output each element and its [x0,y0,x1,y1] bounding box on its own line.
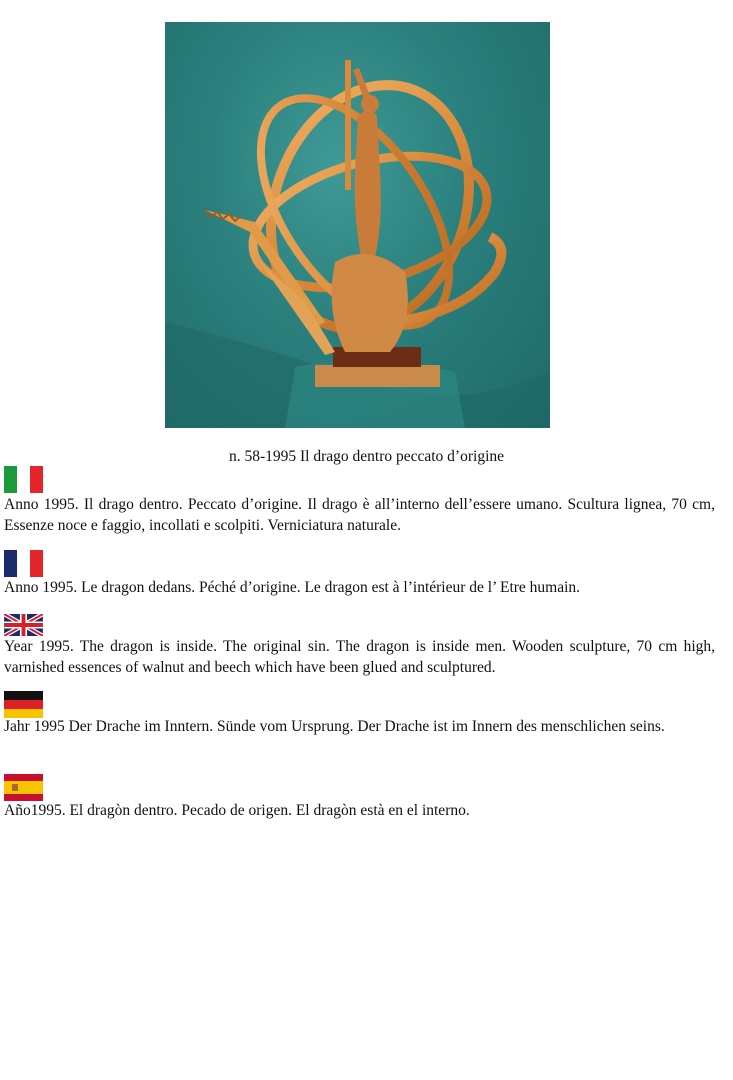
french-description: Anno 1995. Le dragon dedans. Péché d’origine. Le dragon est à l’intérieur de l’ Etre humain. [4,579,581,596]
german-description: Jahr 1995 Der Drache im Inntern. Sünde vom Ursprung. Der Drache ist im Innern des menschlichen seins. [4,718,665,735]
sculpture-photo [165,22,550,428]
spain-flag-icon [4,774,43,801]
germany-flag-icon [4,691,43,718]
italy-flag-icon [4,466,43,493]
italian-description: Anno 1995. Il drago dentro. Peccato d’origine. Il drago è all’interno dell’essere umano. Scultura lignea, 70 cm, Essenze noce e faggio, incollati e scolpiti. Verniciatura naturale. [4,496,715,534]
france-flag-icon [4,550,43,577]
artwork-caption: n. 58-1995 Il drago dentro peccato d’origine [228,448,505,465]
english-description: Year 1995. The dragon is inside. The original sin. The dragon is inside men. Wooden sculpture, 70 cm high, varnished essences of walnut and beech which have been glued and sculptured. [4,638,715,676]
spanish-description: Año1995. El dragòn dentro. Pecado de origen. El dragòn està en el interno. [4,802,470,819]
